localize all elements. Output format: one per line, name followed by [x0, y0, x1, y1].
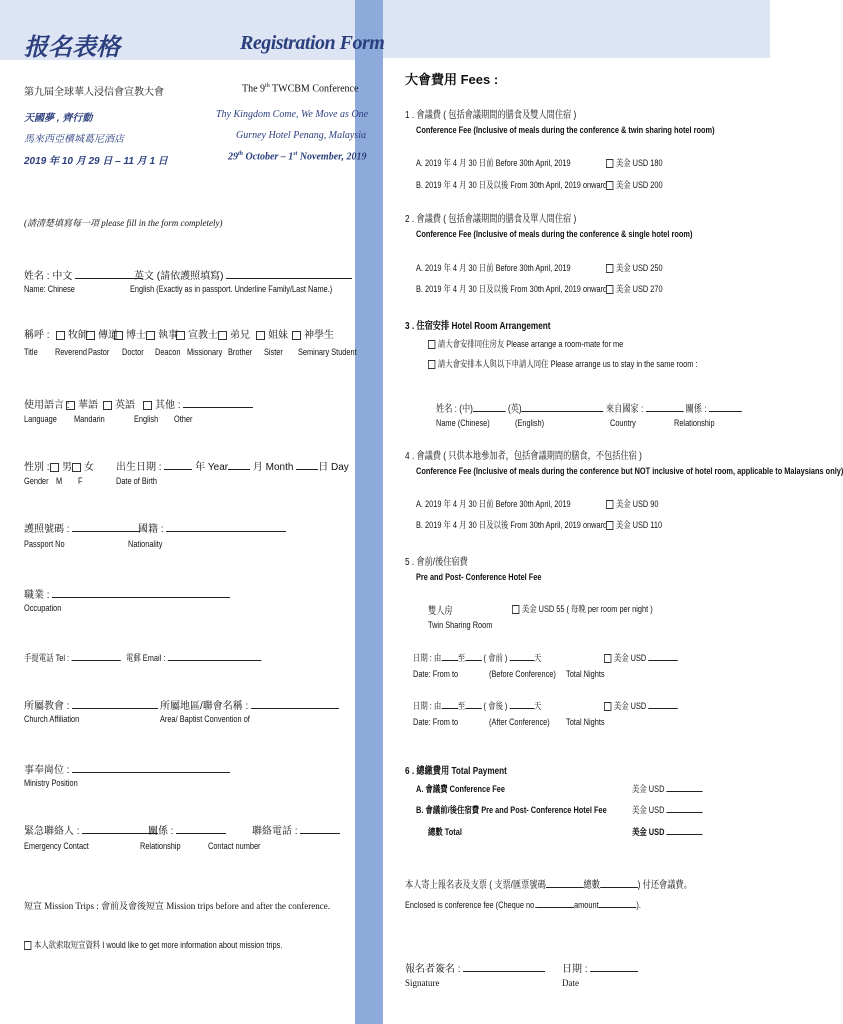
relationship-label-en: Relationship [140, 841, 181, 851]
title-option-1[interactable] [56, 326, 88, 341]
checkbox-icon[interactable] [50, 463, 59, 472]
date-label-en: Date [562, 978, 579, 988]
fee-section-2-sub: Conference Fee (Inclusive of meals during the conference & single hotel room) [416, 229, 693, 239]
enclosed-cn[interactable]: 本人寄上報名表及支票 ( 支票/匯票號碼 總數 ) 付还會議費。 [405, 880, 692, 891]
checkbox-icon[interactable] [72, 463, 81, 472]
nationality-label-en: Nationality [128, 539, 163, 549]
checkbox-icon[interactable] [256, 331, 265, 340]
fee-4b-label: B. 2019 年 4 月 30 日及以後 From 30th April, 2019 onward [416, 520, 608, 530]
title-option-en: Seminary Student [298, 347, 357, 357]
roommate-option-1[interactable]: 請大會安排同住房友 Please arrange a room-mate for me [428, 337, 623, 350]
fee-1a-label: A. 2019 年 4 月 30 日前 Before 30th April, 2019 [416, 158, 571, 168]
fee-section-5-sub: Pre and Post- Conference Hotel Fee [416, 572, 542, 582]
language-label-en: Language [24, 414, 57, 424]
fee-4b-option[interactable]: 美金 USD 110 [606, 518, 662, 531]
venue-cn: 馬來西亞檳城葛尼酒店 [24, 134, 124, 145]
title-option-6[interactable] [218, 326, 250, 341]
title-option-cn: 姐妹 [268, 330, 288, 341]
pre-conference-usd[interactable]: 美金 USD [604, 651, 678, 664]
mission-trips-text: 短宣 Mission Trips : 會前及會後短宣 Mission trips before and after the conference. [24, 901, 330, 911]
contact-number-label-en: Contact number [208, 841, 261, 851]
title-option-cn: 神學生 [304, 330, 334, 341]
venue-en: Gurney Hotel Penang, Malaysia [236, 130, 366, 141]
total-field[interactable]: 美金 USD [632, 825, 703, 838]
after-conference-en: (After Conference) [489, 717, 550, 727]
fee-1a-option[interactable]: 美金 USD 180 [606, 156, 663, 169]
page-title-en: Registration Form [240, 32, 385, 54]
checkbox-icon[interactable] [218, 331, 227, 340]
church-label-en: Church Affiliation [24, 714, 80, 724]
email-field[interactable]: 電郵 Email : [126, 651, 261, 664]
post-date-en: Date: From to [413, 717, 459, 727]
mission-info-option[interactable]: 本人欲索取短宣資料 I would like to get more information about mission trips. [24, 938, 282, 951]
total-hotel-fee-label: B. 會議前/後住宿費 Pre and Post- Conference Hotel Fee [416, 805, 607, 815]
fee-2a-option[interactable]: 美金 USD 250 [606, 261, 663, 274]
ministry-label-en: Ministry Position [24, 778, 78, 788]
pre-total-nights-en: Total Nights [566, 669, 605, 679]
title-option-en: Doctor [122, 347, 144, 357]
roommate-country-en: Country [610, 418, 636, 428]
roommate-option-2[interactable]: 請大會安排本人與以下申請人同住 Please arrange us to stay in the same room : [428, 357, 697, 370]
lang-mandarin-en: Mandarin [74, 414, 105, 424]
twin-room-cn: 雙人房 [428, 606, 453, 617]
title-option-en: Reverend [55, 347, 88, 357]
checkbox-icon[interactable] [292, 331, 301, 340]
signature-label-en: Signature [405, 978, 440, 988]
passport-label-en: Passport No [24, 539, 65, 549]
fee-4a-option[interactable]: 美金 USD 90 [606, 497, 658, 510]
title-option-4[interactable] [146, 326, 178, 341]
roommate-name-en: Name (Chinese) [436, 418, 490, 428]
checkbox-icon[interactable] [56, 331, 65, 340]
title-option-cn: 牧師 [68, 330, 88, 341]
checkbox-icon[interactable] [428, 360, 435, 369]
checkbox-icon[interactable] [606, 181, 613, 190]
contact-number-field[interactable]: 聯絡電話 : [252, 822, 340, 837]
checkbox-icon[interactable] [604, 654, 611, 663]
checkbox-icon[interactable] [66, 401, 75, 410]
gender-label-cn: 性別 : [24, 462, 50, 473]
checkbox-icon[interactable] [86, 331, 95, 340]
theme-en: Thy Kingdom Come, We Move as One [216, 109, 369, 120]
title-option-en: Brother [228, 347, 253, 357]
date-en: 29th October – 1st November, 2019 [228, 151, 367, 163]
title-label-en: Title [24, 347, 38, 357]
roommate-fields[interactable]: 姓名 : (中) (英) 來自國家 : 關係 : [436, 400, 742, 415]
title-option-en: Pastor [88, 347, 110, 357]
occupation-field[interactable]: 職業 : [24, 586, 230, 601]
fees-title: 大會費用 Fees : [405, 72, 499, 87]
checkbox-icon[interactable] [512, 605, 519, 614]
total-hotel-fee-field[interactable]: 美金 USD [632, 803, 703, 816]
checkbox-icon[interactable] [606, 285, 613, 294]
checkbox-icon[interactable] [143, 401, 152, 410]
lang-other-option[interactable]: 其他 : [143, 396, 253, 411]
post-conference-dates[interactable]: 日期 : 由 至 ( 會後 ) 天 [413, 701, 542, 711]
lang-other-en: Other [174, 414, 193, 424]
post-conference-usd[interactable]: 美金 USD [604, 699, 678, 712]
title-label-cn: 稱呼 : [24, 330, 50, 341]
before-conference-en: (Before Conference) [489, 669, 556, 679]
fee-section-1-sub: Conference Fee (Inclusive of meals during the conference & twin sharing hotel room) [416, 125, 715, 135]
date-field[interactable]: 日期 : [562, 960, 638, 975]
total-label: 總數 Total [428, 827, 462, 837]
fee-section-3-title: 3 . 住宿安排 Hotel Room Arrangement [405, 321, 551, 332]
checkbox-icon[interactable] [604, 702, 611, 711]
enclosed-en[interactable]: Enclosed is conference fee (Cheque no. amount ). [405, 900, 641, 910]
checkbox-icon[interactable] [146, 331, 155, 340]
title-option-7[interactable] [256, 326, 288, 341]
name-cn-label: 姓名 : 中文 [24, 267, 143, 282]
checkbox-icon[interactable] [176, 331, 185, 340]
lang-english-option[interactable]: 英語 [103, 396, 135, 411]
fee-section-2-title: 2 . 會議費 ( 包括會議期間的膳食及單人間住宿 ) [405, 214, 577, 225]
conference-name-en: The 9th TWCBM Conference [242, 83, 359, 95]
lang-english-en: English [134, 414, 159, 424]
title-option-5[interactable] [176, 326, 218, 341]
date-cn: 2019 年 10 月 29 日 – 11 月 1 日 [24, 156, 168, 167]
emergency-label-en: Emergency Contact [24, 841, 89, 851]
fee-section-5-title: 5 . 會前/後住宿費 [405, 557, 468, 568]
fee-section-6-title: 6 . 總繳費用 Total Payment [405, 766, 507, 777]
title-option-en: Deacon [155, 347, 181, 357]
church-field[interactable]: 所屬教會 : [24, 697, 158, 712]
fee-4a-label: A. 2019 年 4 月 30 日前 Before 30th April, 2019 [416, 499, 571, 509]
title-option-en: Missionary [187, 347, 223, 357]
fee-2a-label: A. 2019 年 4 月 30 日前 Before 30th April, 2019 [416, 263, 571, 273]
name-en-label: 英文 (請依護照填寫) [134, 267, 352, 282]
name-chinese-en: Name: Chinese [24, 284, 75, 294]
title-option-cn: 弟兄 [230, 330, 250, 341]
checkbox-icon[interactable] [606, 521, 613, 530]
checkbox-icon[interactable] [103, 401, 112, 410]
relationship-field[interactable]: 關係 : [148, 822, 226, 837]
instruction-text: (請清楚填寫每一項 please fill in the form completely) [24, 218, 223, 228]
female-en: F [78, 476, 83, 486]
checkbox-icon[interactable] [24, 941, 31, 950]
title-option-3[interactable] [114, 326, 146, 341]
occupation-label-en: Occupation [24, 603, 62, 613]
gender-male-option[interactable]: 男 [50, 458, 72, 473]
twin-room-option[interactable]: 美金 USD 55 ( 每晚 per room per night ) [512, 602, 653, 615]
title-option-cn: 宣教士 [188, 330, 218, 341]
emergency-contact-field[interactable]: 緊急聯絡人 : [24, 822, 158, 837]
checkbox-icon[interactable] [606, 500, 613, 509]
signature-field[interactable]: 報名者簽名 : [405, 960, 545, 975]
roommate-relationship-en: Relationship [674, 418, 715, 428]
title-option-cn: 執事 [158, 330, 178, 341]
language-label-cn: 使用語言 : [24, 400, 70, 411]
conference-name-cn: 第九屆全球華人浸信會宣教大會 [24, 87, 164, 98]
convention-label-en: Area/ Baptist Convention of [160, 714, 250, 724]
theme-cn: 天國夢 , 齊行動 [24, 113, 93, 124]
fee-2b-option[interactable]: 美金 USD 270 [606, 282, 663, 295]
nationality-field[interactable]: 國籍 : [138, 520, 286, 535]
title-option-cn: 博士 [126, 330, 146, 341]
gender-label-en: Gender [24, 476, 49, 486]
checkbox-icon[interactable] [428, 340, 435, 349]
pre-date-en: Date: From to [413, 669, 459, 679]
header-band-right [380, 0, 770, 58]
fee-1b-option[interactable]: 美金 USD 200 [606, 178, 663, 191]
post-total-nights-en: Total Nights [566, 717, 605, 727]
male-en: M [56, 476, 63, 486]
title-option-8[interactable] [292, 326, 334, 341]
phone-field[interactable]: 手提電話 Tel : [24, 651, 120, 664]
fee-1b-label: B. 2019 年 4 月 30 日及以後 From 30th April, 2019 onward [416, 180, 608, 190]
passport-field[interactable]: 護照號碼 : [24, 520, 140, 535]
checkbox-icon[interactable] [606, 159, 613, 168]
fee-2b-label: B. 2019 年 4 月 30 日及以後 From 30th April, 2019 onward [416, 284, 608, 294]
gender-female-option[interactable]: 女 [72, 458, 94, 473]
lang-mandarin-option[interactable]: 華語 [66, 396, 98, 411]
twin-room-en: Twin Sharing Room [428, 620, 493, 630]
convention-field[interactable]: 所屬地區/聯會名稱 : [160, 697, 339, 712]
fee-section-4-title: 4 . 會議費 ( 只供本地參加者，包括會議期間的膳食，不包括住宿 ) [405, 451, 642, 462]
title-option-cn: 傳道 [98, 330, 118, 341]
fee-section-1-title: 1 . 會議費 ( 包括會議期間的膳食及雙人間住宿 ) [405, 110, 577, 121]
pre-conference-dates[interactable]: 日期 : 由 至 ( 會前 ) 天 [413, 653, 542, 663]
page-title-cn: 报名表格 [24, 34, 120, 61]
total-conference-fee-field[interactable]: 美金 USD [632, 782, 703, 795]
title-option-en: Sister [264, 347, 283, 357]
ministry-field[interactable]: 事奉崗位 : [24, 761, 230, 776]
fee-section-4-sub: Conference Fee (Inclusive of meals during the conference but NOT inclusive of hotel room, applicable to Malaysians only) [416, 466, 843, 476]
roommate-english-en: (English) [515, 418, 545, 428]
name-english-en: English (Exactly as in passport. Underline Family/Last Name.) [130, 284, 333, 294]
dob-label-en: Date of Birth [116, 476, 158, 486]
dob-field[interactable]: 出生日期 : 年 Year 月 Month 日 Day [116, 462, 349, 473]
total-conference-fee-label: A. 會議費 Conference Fee [416, 784, 505, 794]
checkbox-icon[interactable] [114, 331, 123, 340]
checkbox-icon[interactable] [606, 264, 613, 273]
